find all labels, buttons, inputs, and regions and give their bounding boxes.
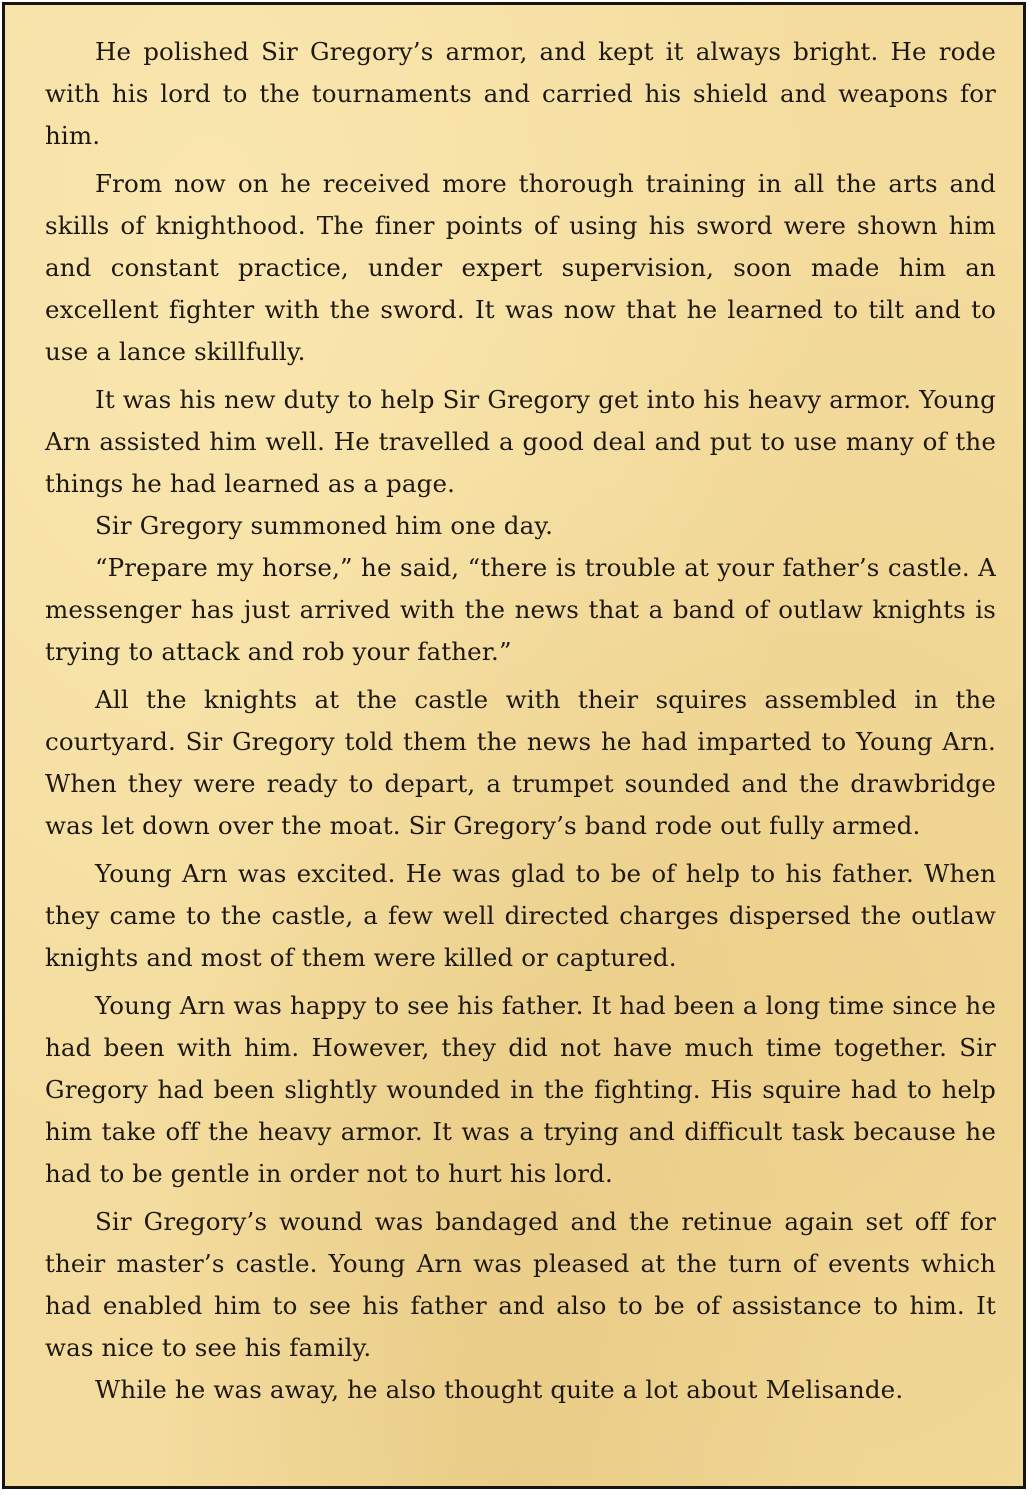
page-frame xyxy=(2,2,1026,1489)
paragraph-7: Young Arn was excited. He was glad to be of help to his father. When they came to the castle, a few well directed charges dispersed the outlaw knights and most of them were killed or captured. xyxy=(45,859,996,972)
paragraph-8: Young Arn was happy to see his father. It had been a long time since he had been with him. However, they did not have much time together. Sir Gregory had been slightly wounded in the fighting. His squire had to help him take off the heavy armor. It was a trying and difficult task because he had to be gentle in order not to hurt his lord. xyxy=(45,991,996,1188)
paragraph-6: All the knights at the castle with their squires assembled in the courtyard. Sir Gregory told them the news he had imparted to Young Arn. When they were ready to depart, a trumpet sounded and the drawbridge was let down over the moat. Sir Gregory’s band rode out fully armed. xyxy=(45,685,996,840)
text-body xyxy=(45,31,996,1411)
paragraph-9: Sir Gregory’s wound was bandaged and the retinue again set off for their master’s castle. Young Arn was pleased at the turn of events which had enabled him to see his father and also to be of assistance to him. It was nice to see his family. xyxy=(45,1207,996,1362)
paragraph-3: It was his new duty to help Sir Gregory get into his heavy armor. Young Arn assisted him well. He travelled a good deal and put to use many of the things he had learned as a page. xyxy=(45,385,996,498)
paragraph-2: From now on he received more thorough training in all the arts and skills of knighthood. The finer points of using his sword were shown him and constant practice, under expert supervision, soon made him an excellent fighter with the sword. It was now that he learned to tilt and to use a lance skillfully. xyxy=(45,169,996,366)
paragraph-1: He polished Sir Gregory’s armor, and kept it always bright. He rode with his lord to the tournaments and carried his shield and weapons for him. xyxy=(45,37,996,150)
paragraph-5: “Prepare my horse,” he said, “there is trouble at your father’s castle. A messenger has just arrived with the news that a band of outlaw knights is trying to attack and rob your father.” xyxy=(45,553,996,666)
paragraph-4: Sir Gregory summoned him one day. xyxy=(95,511,554,540)
paragraph-10: While he was away, he also thought quite a lot about Melisande. xyxy=(95,1375,904,1404)
